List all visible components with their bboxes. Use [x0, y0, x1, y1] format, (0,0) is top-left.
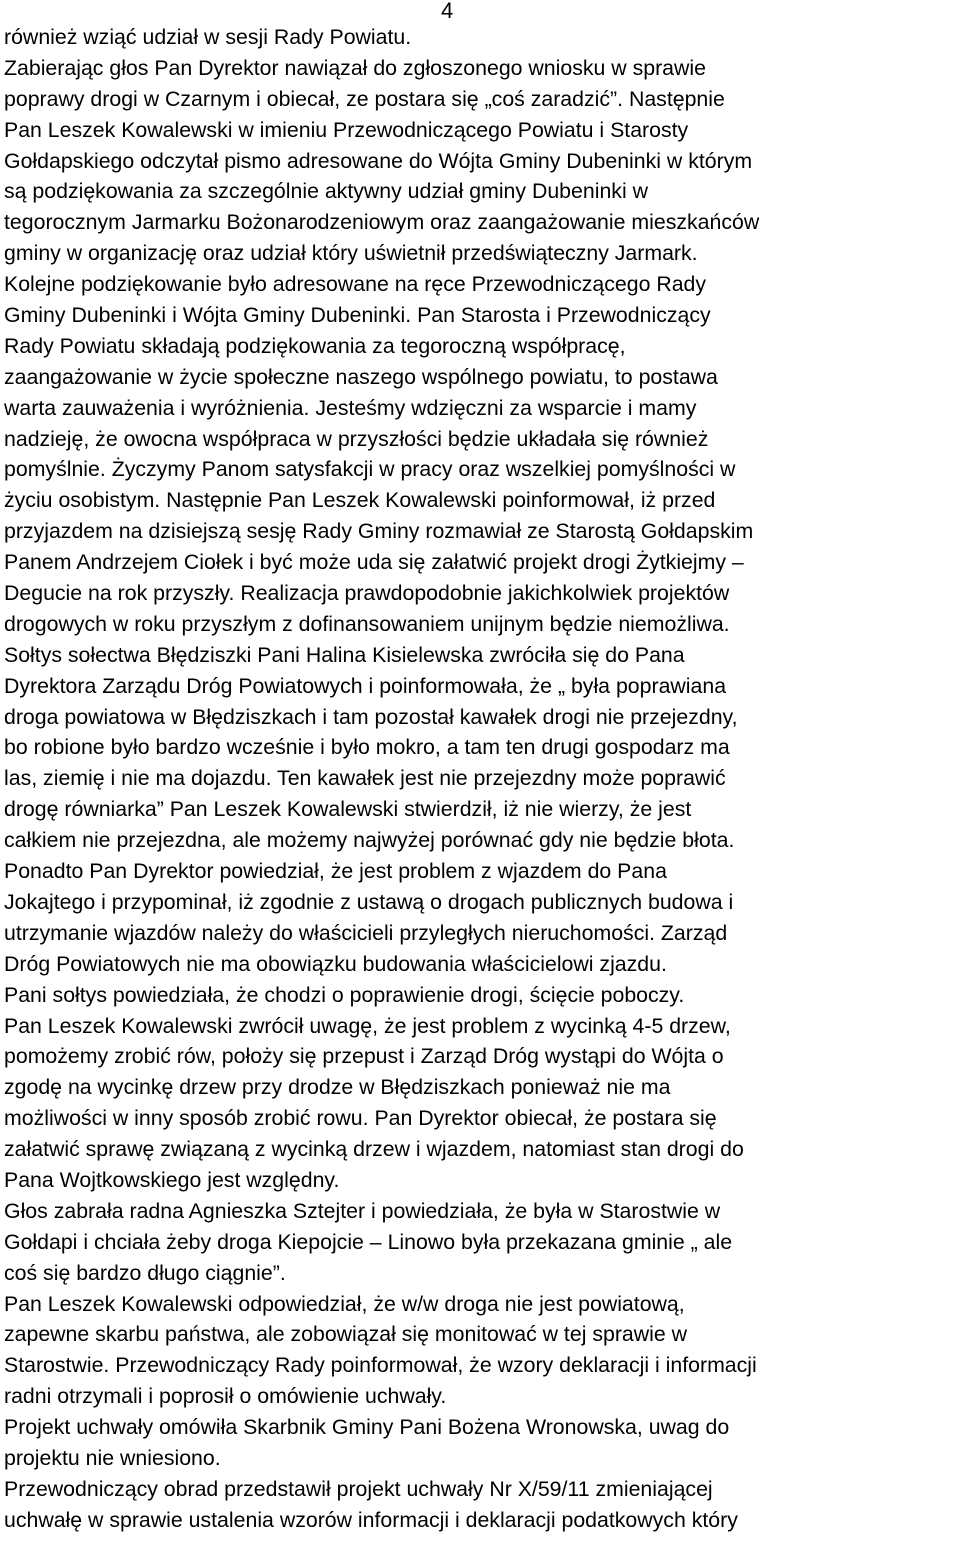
text-line: projektu nie wniesiono. — [4, 1445, 221, 1470]
text-line: Pan Leszek Kowalewski w imieniu Przewodniczącego Powiatu i Starosty — [4, 117, 689, 142]
text-line: las, ziemię i nie ma dojazdu. Ten kawałek jest nie przejezdny może poprawić — [4, 766, 726, 791]
text-line: tegorocznym Jarmarku Bożonarodzeniowym oraz zaangażowanie mieszkańców — [4, 210, 760, 235]
text-line: Gołdapskiego odczytał pismo adresowane do Wójta Gminy Dubeninki w którym — [4, 148, 753, 173]
text-line: gminy w organizację oraz udział który uświetnił przedświąteczny Jarmark. — [4, 241, 698, 266]
text-line: życiu osobistym. Następnie Pan Leszek Kowalewski poinformował, iż przed — [4, 488, 716, 513]
text-line: zapewne skarbu państwa, ale zobowiązał się monitować w tej sprawie w — [4, 1322, 688, 1347]
document-body — [4, 22, 956, 1536]
text-line: bo robione było bardzo wcześnie i było mokro, a tam ten drugi gospodarz ma — [4, 735, 730, 760]
text-line: Degucie na rok przyszły. Realizacja prawdopodobnie jakichkolwiek projektów — [4, 581, 730, 606]
text-line: zgodę na wycinkę drzew przy drodze w Błędziszkach ponieważ nie ma — [4, 1075, 671, 1100]
text-line: droga powiatowa w Błędziszkach i tam pozostał kawałek drogi nie przejezdny, — [4, 704, 738, 729]
text-line: Pana Wojtkowskiego jest względny. — [4, 1167, 340, 1192]
text-line: Pan Leszek Kowalewski odpowiedział, że w/w droga nie jest powiatową, — [4, 1291, 685, 1316]
text-line: warta zauważenia i wyróżnienia. Jesteśmy wdzięczni za wsparcie i mamy — [4, 395, 697, 420]
text-line: drogę równiarka” Pan Leszek Kowalewski stwierdził, iż nie wierzy, że jest — [4, 797, 692, 822]
text-line: zaangażowanie w życie społeczne naszego wspólnego powiatu, to postawa — [4, 364, 718, 389]
text-line: Sołtys sołectwa Błędziszki Pani Halina Kisielewska zwróciła się do Pana — [4, 642, 685, 667]
text-line: załatwić sprawę związaną z wycinką drzew i wjazdem, natomiast stan drogi do — [4, 1137, 744, 1162]
page-number: 4 — [441, 0, 454, 23]
text-line: uchwałę w sprawie ustalenia wzorów informacji i deklaracji podatkowych który — [4, 1507, 738, 1532]
text-line: Dróg Powiatowych nie ma obowiązku budowania właścicielowi zjazdu. — [4, 951, 667, 976]
text-line: Gminy Dubeninki i Wójta Gminy Dubeninki. Pan Starosta i Przewodniczący — [4, 303, 711, 328]
text-line: nadzieję, że owocna współpraca w przyszłości będzie układała się również — [4, 426, 709, 451]
text-line: pomożemy zrobić rów, położy się przepust i Zarząd Dróg wystąpi do Wójta o — [4, 1044, 724, 1069]
text-line: są podziękowania za szczególnie aktywny udział gminy Dubeninki w — [4, 179, 648, 204]
text-line: również wziąć udział w sesji Rady Powiatu. — [4, 25, 412, 49]
text-line: Rady Powiatu składają podziękowania za tegoroczną współpracę, — [4, 333, 626, 358]
text-line: poprawy drogi w Czarnym i obiecał, ze postara się „coś zaradzić”. Następnie — [4, 86, 725, 111]
text-line: Przewodniczący obrad przedstawił projekt uchwały Nr X/59/11 zmieniającej — [4, 1476, 713, 1501]
text-line: drogowych w roku przyszłym z dofinansowaniem unijnym będzie niemożliwa. — [4, 611, 730, 636]
text-line: Gołdapi i chciała żeby droga Kiepojcie – Linowo była przekazana gminie „ ale — [4, 1229, 733, 1254]
text-line: radni otrzymali i poprosił o omówienie uchwały. — [4, 1384, 447, 1409]
text-line: Projekt uchwały omówiła Skarbnik Gminy Pani Bożena Wronowska, uwag do — [4, 1415, 730, 1440]
text-line: pomyślnie. Życzymy Panom satysfakcji w pracy oraz wszelkiej pomyślności w — [4, 457, 736, 482]
text-line: Pan Leszek Kowalewski zwrócił uwagę, że jest problem z wycinką 4-5 drzew, — [4, 1013, 731, 1038]
text-line: Dyrektora Zarządu Dróg Powiatowych i poinformowała, że „ była poprawiana — [4, 673, 727, 698]
text-line: coś się bardzo długo ciągnie”. — [4, 1260, 286, 1285]
text-line: Jokajtego i przypominał, iż zgodnie z ustawą o drogach publicznych budowa i — [4, 889, 734, 914]
text-line: Pani sołtys powiedziała, że chodzi o poprawienie drogi, ścięcie poboczy. — [4, 982, 685, 1007]
text-line: przyjazdem na dzisiejszą sesję Rady Gminy rozmawiał ze Starostą Gołdapskim — [4, 519, 754, 544]
text-line: możliwości w inny sposób zrobić rowu. Pan Dyrektor obiecał, że postara się — [4, 1106, 717, 1131]
text-line: Starostwie. Przewodniczący Rady poinformował, że wzory deklaracji i informacji — [4, 1353, 757, 1378]
text-line: Panem Andrzejem Ciołek i być może uda się załatwić projekt drogi Żytkiejmy – — [4, 550, 744, 575]
text-line: Zabierając głos Pan Dyrektor nawiązał do zgłoszonego wniosku w sprawie — [4, 55, 706, 80]
text-line: utrzymanie wjazdów należy do właścicieli przyległych nieruchomości. Zarząd — [4, 920, 728, 945]
text-line: całkiem nie przejezdna, ale możemy najwyżej porównać gdy nie będzie błota. — [4, 828, 735, 853]
text-line: Głos zabrała radna Agnieszka Sztejter i powiedziała, że była w Starostwie w — [4, 1198, 721, 1223]
text-line: Kolejne podziękowanie było adresowane na ręce Przewodniczącego Rady — [4, 272, 707, 297]
text-line: Ponadto Pan Dyrektor powiedział, że jest problem z wjazdem do Pana — [4, 859, 667, 884]
